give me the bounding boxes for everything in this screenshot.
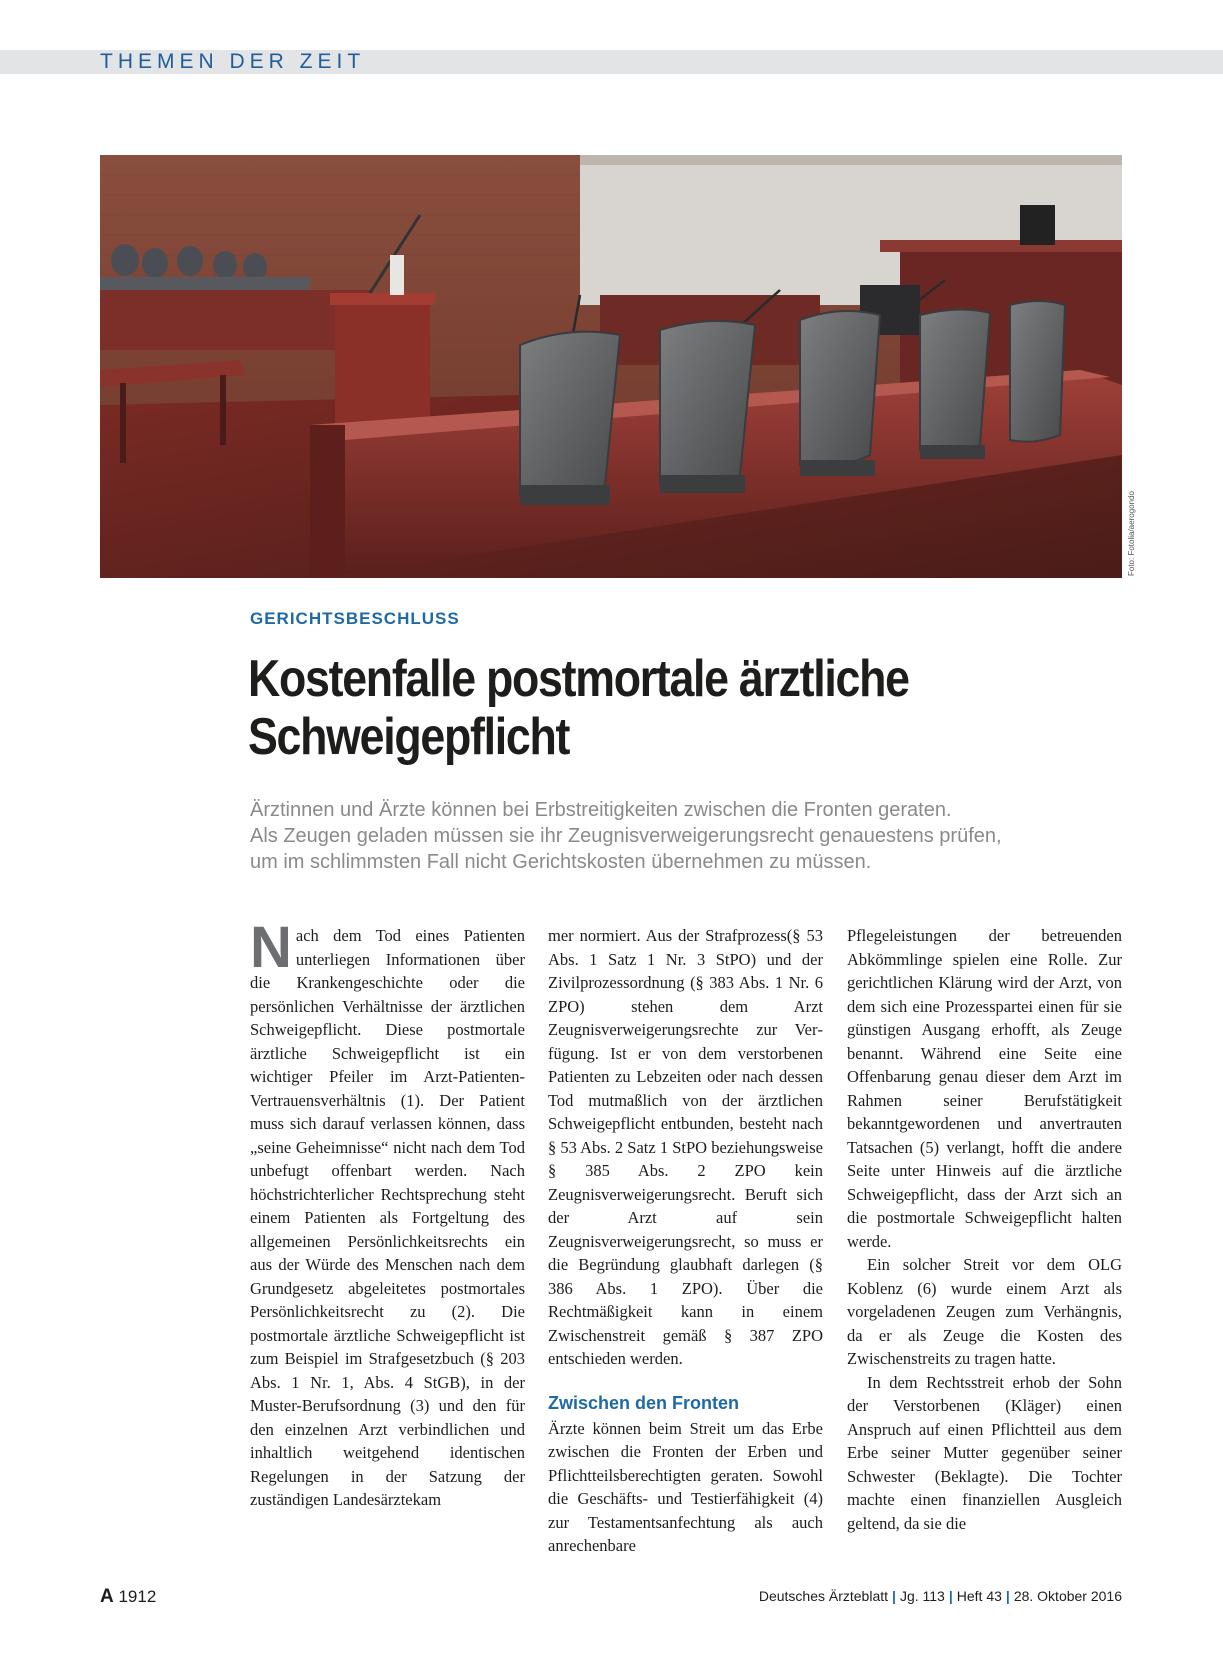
paragraph-continued: mer normiert. Aus der Strafprozess(§ 53 Abs. 1 Satz 1 Nr. 3 StPO) und der Zivilprozessordnung (§ 383 Abs. 1 Nr. 6 ZPO) stehen dem Arzt Zeugnisverweigerungsrechte zur Verfügung. Ist er von dem verstorbenen Patienten zu Lebzeiten oder nach dessen Tod mutmaßlich von der ärztlichen Schweigepflicht entbunden, besteht nach § 53 Abs. 2 Satz 1 StPO beziehungsweise § 385 Abs. 2 ZPO kein Zeugnisverweigerungsrecht. Beruft sich der Arzt auf sein Zeugnisverweigerungsrecht, so muss er die Begründung glaubhaft darlegen (§ 386 Abs. 1 ZPO). Über die Rechtmäßigkeit kann in einem Zwischenstreit gemäß § 387 ZPO entschieden werden. [548,926,823,1368]
headline-line-2: Schweigepflicht [248,708,570,766]
lead-line-3: um im schlimmsten Fall nicht Gerichtskosten übernehmen zu müssen. [250,851,872,873]
paragraph-fronts: Ärzte können beim Streit um das Erbe zwischen die Fronten der Erben und Pflichtteilsberechtigten geraten. Sowohl die Geschäfts- und Testierfähigkeit (4) zur Testamentsanfechtung als auch anrechenbare [548,1418,823,1555]
journal-name: Deutsches Ärzteblatt [758,1588,889,1604]
footer-separator: | [892,1588,896,1604]
body-column-2 [548,924,823,1558]
photo-credit: Foto: Fotolia/aerogondo [1127,491,1136,576]
journal-date: 28. Oktober 2016 [1013,1588,1122,1604]
paragraph-olg: Ein solcher Streit vor dem OLG Koblenz (6) wurde einem Arzt als vorgeladenen Zeugen zum Verhängnis, da er als Zeuge die Kosten des Zwischenstreits zu tragen hatte. [847,1255,1122,1368]
article-headline [248,650,1022,766]
lead-line-1: Ärztinnen und Ärzte können bei Erbstreitigkeiten zwischen die Fronten geraten. [250,799,952,821]
paragraph-case: In dem Rechtsstreit erhob der Sohn der Verstorbenen (Kläger) einen Anspruch auf einen Pflichtteil aus dem Erbe seiner Mutter gegenüber seiner Schwester (Beklagte). Die Tochter machte einen finanziellen Ausgleich geltend, da sie die [847,1372,1122,1533]
article-lead [250,797,1130,875]
lead-line-2: Als Zeugen geladen müssen sie ihr Zeugnisverweigerungsrecht genauestens prüfen, [250,825,1002,847]
page-prefix: A [100,1586,114,1607]
page-number-value: 1912 [118,1587,157,1606]
body-column-1 [250,915,525,1512]
journal-volume: Jg. 113 [899,1588,945,1604]
section-label: THEMEN DER ZEIT [100,50,366,73]
drop-cap: N [250,915,292,980]
paragraph-intro: ach dem Tod eines Patienten unterliegen Informationen über die Krankengeschichte oder die persönlichen Verhältnisse der ärztlichen Schweigepflicht. Diese postmortale ärztliche Schweigepflicht ist ein wichtiger Pfeiler im Arzt-Patienten-Vertrauensverhältnis (1). Der Patient muss sich darauf verlassen können, dass „seine Geheimnisse“ nicht nach dem Tod unbefugt offenbart werden. Nach höchstrichterlicher Rechtsprechung steht einem Patienten als Fortgeltung des allgemeinen Persönlichkeitsrechts ein aus der Würde des Menschen nach dem Grundgesetz abgeleitetes postmortales Persönlichkeitsrecht zu (2). Die postmortale ärztliche Schweigepflicht ist zum Beispiel im Strafgesetzbuch (§ 203 Abs. 1 Nr. 1, Abs. 4 StGB), in der Muster-Berufsordnung (3) und den für den einzelnen Arzt verbindlichen und inhaltlich weitgehend identischen Regelungen in der Satzung der zuständigen Landesärztekam [250,926,525,1509]
paragraph-care: Pflegeleistungen der betreuenden Abkömmlinge spielen eine Rolle. Zur gerichtlichen Klärung wird der Arzt, von dem sich eine Prozesspartei einen für sie günstigen Ausgang erhofft, als Zeuge benannt. Während eine Seite eine Offenbarung genau dieser dem Arzt im Rahmen seiner Berufstätigkeit bekanntgewordenen und anvertrauten Tatsachen (5) verlangt, hofft die andere Seite unter Hinweis auf die ärztliche Schweigepflicht, dass der Arzt sich an die postmortale Schweigepflicht halten werde. [847,926,1122,1251]
headline-line-1: Kostenfalle postmortale ärztliche [248,650,909,708]
article-body [250,915,1125,1564]
body-column-3 [847,924,1122,1535]
courtroom-photo [100,155,1122,578]
journal-footer [759,1588,1122,1604]
footer-separator: | [1005,1588,1010,1604]
article-kicker: GERICHTSBESCHLUSS [250,609,460,628]
page-number [100,1586,156,1608]
journal-issue: Heft 43 [956,1588,1002,1604]
footer-separator: | [948,1588,953,1604]
subheading: Zwischen den Fronten [548,1392,740,1413]
